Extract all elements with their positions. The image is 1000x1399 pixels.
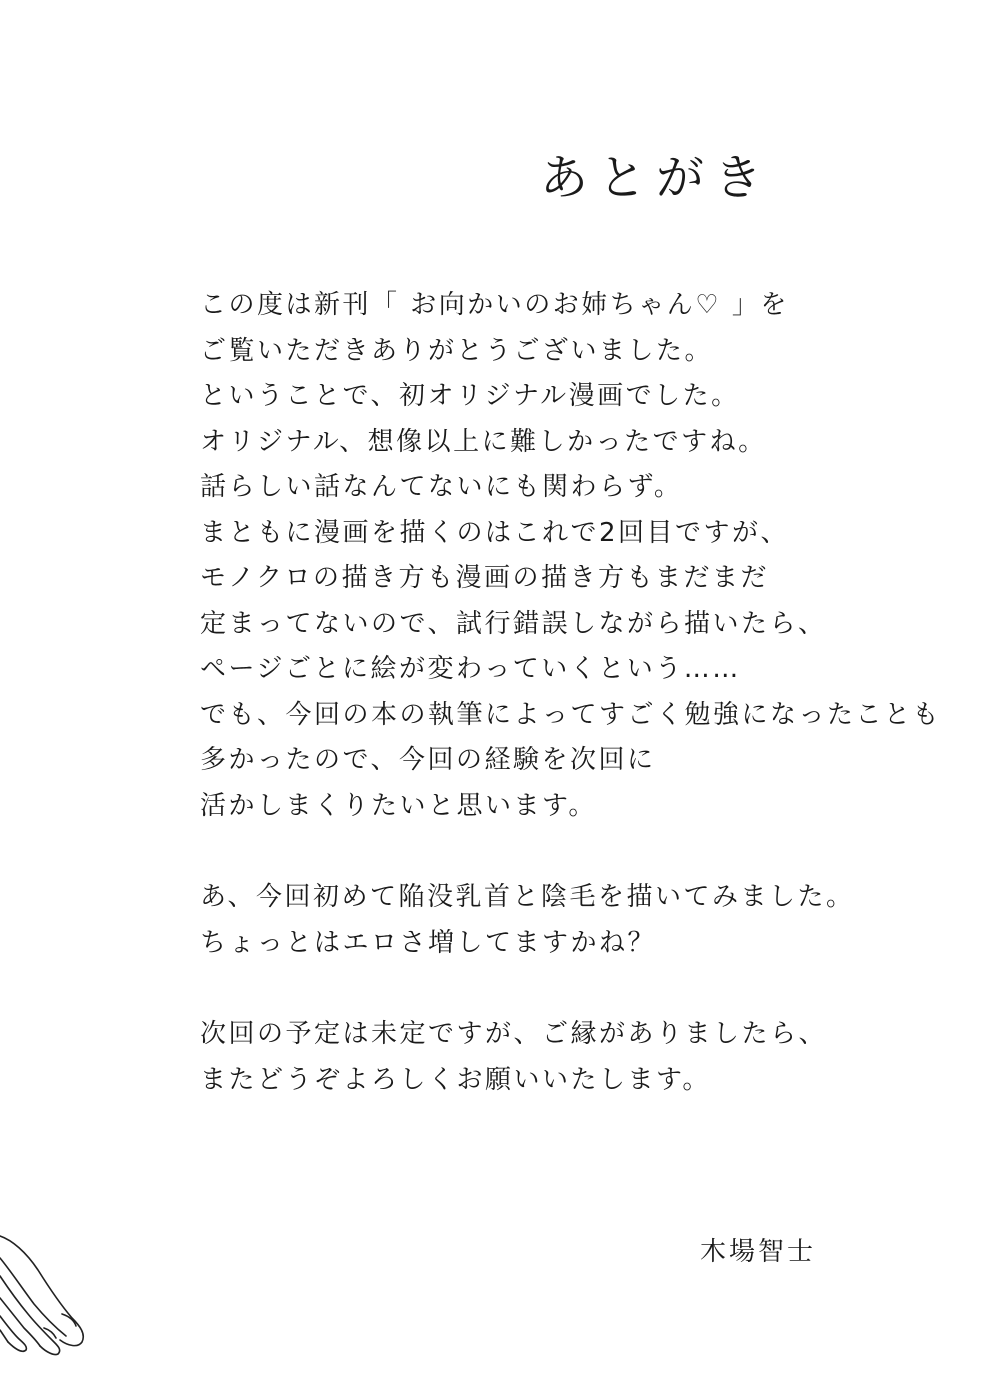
hand-illustration (0, 1218, 90, 1358)
text-line: ちょっとはエロさ増してますかね？ (200, 927, 657, 958)
text-line: 定まってないので、試行錯誤しながら描いたら、 (200, 608, 827, 639)
page-title: あとがき (540, 150, 773, 206)
text-line: まともに漫画を描くのはこれで2回目ですが、 (200, 517, 790, 548)
paragraph-1 (200, 283, 960, 829)
text-line: 多かったので、今回の経験を次回に (200, 745, 656, 775)
text-line: でも、今回の本の執筆によってすごく勉強になったことも (200, 699, 942, 730)
text-line: 活かしまくりたいと思います。 (200, 790, 597, 821)
text-line: ページごとに絵が変わっていくという…… (200, 654, 741, 684)
paragraph-3 (200, 1012, 960, 1103)
text-line: またどうぞよろしくお願いいたします。 (200, 1064, 711, 1095)
text-line: ということで、初オリジナル漫画でした。 (200, 381, 740, 411)
text-line: オリジナル、想像以上に難しかったですね。 (200, 426, 767, 457)
afterword-body (200, 283, 960, 1103)
text-line: モノクロの描き方も漫画の描き方もまだまだ (200, 563, 769, 593)
text-line: 話らしい話なんてないにも関わらず。 (200, 472, 683, 502)
paragraph-2 (200, 875, 960, 966)
text-line: この度は新刊「 お向かいのお姉ちゃん♡ 」を (200, 290, 789, 320)
author-signature: 木場智士 (700, 1237, 817, 1267)
text-line: ご覧いただきありがとうございました。 (200, 335, 714, 366)
text-line: 次回の予定は未定ですが、ご縁がありましたら、 (200, 1019, 828, 1049)
text-line: あ、今回初めて陥没乳首と陰毛を描いてみました。 (200, 882, 855, 912)
